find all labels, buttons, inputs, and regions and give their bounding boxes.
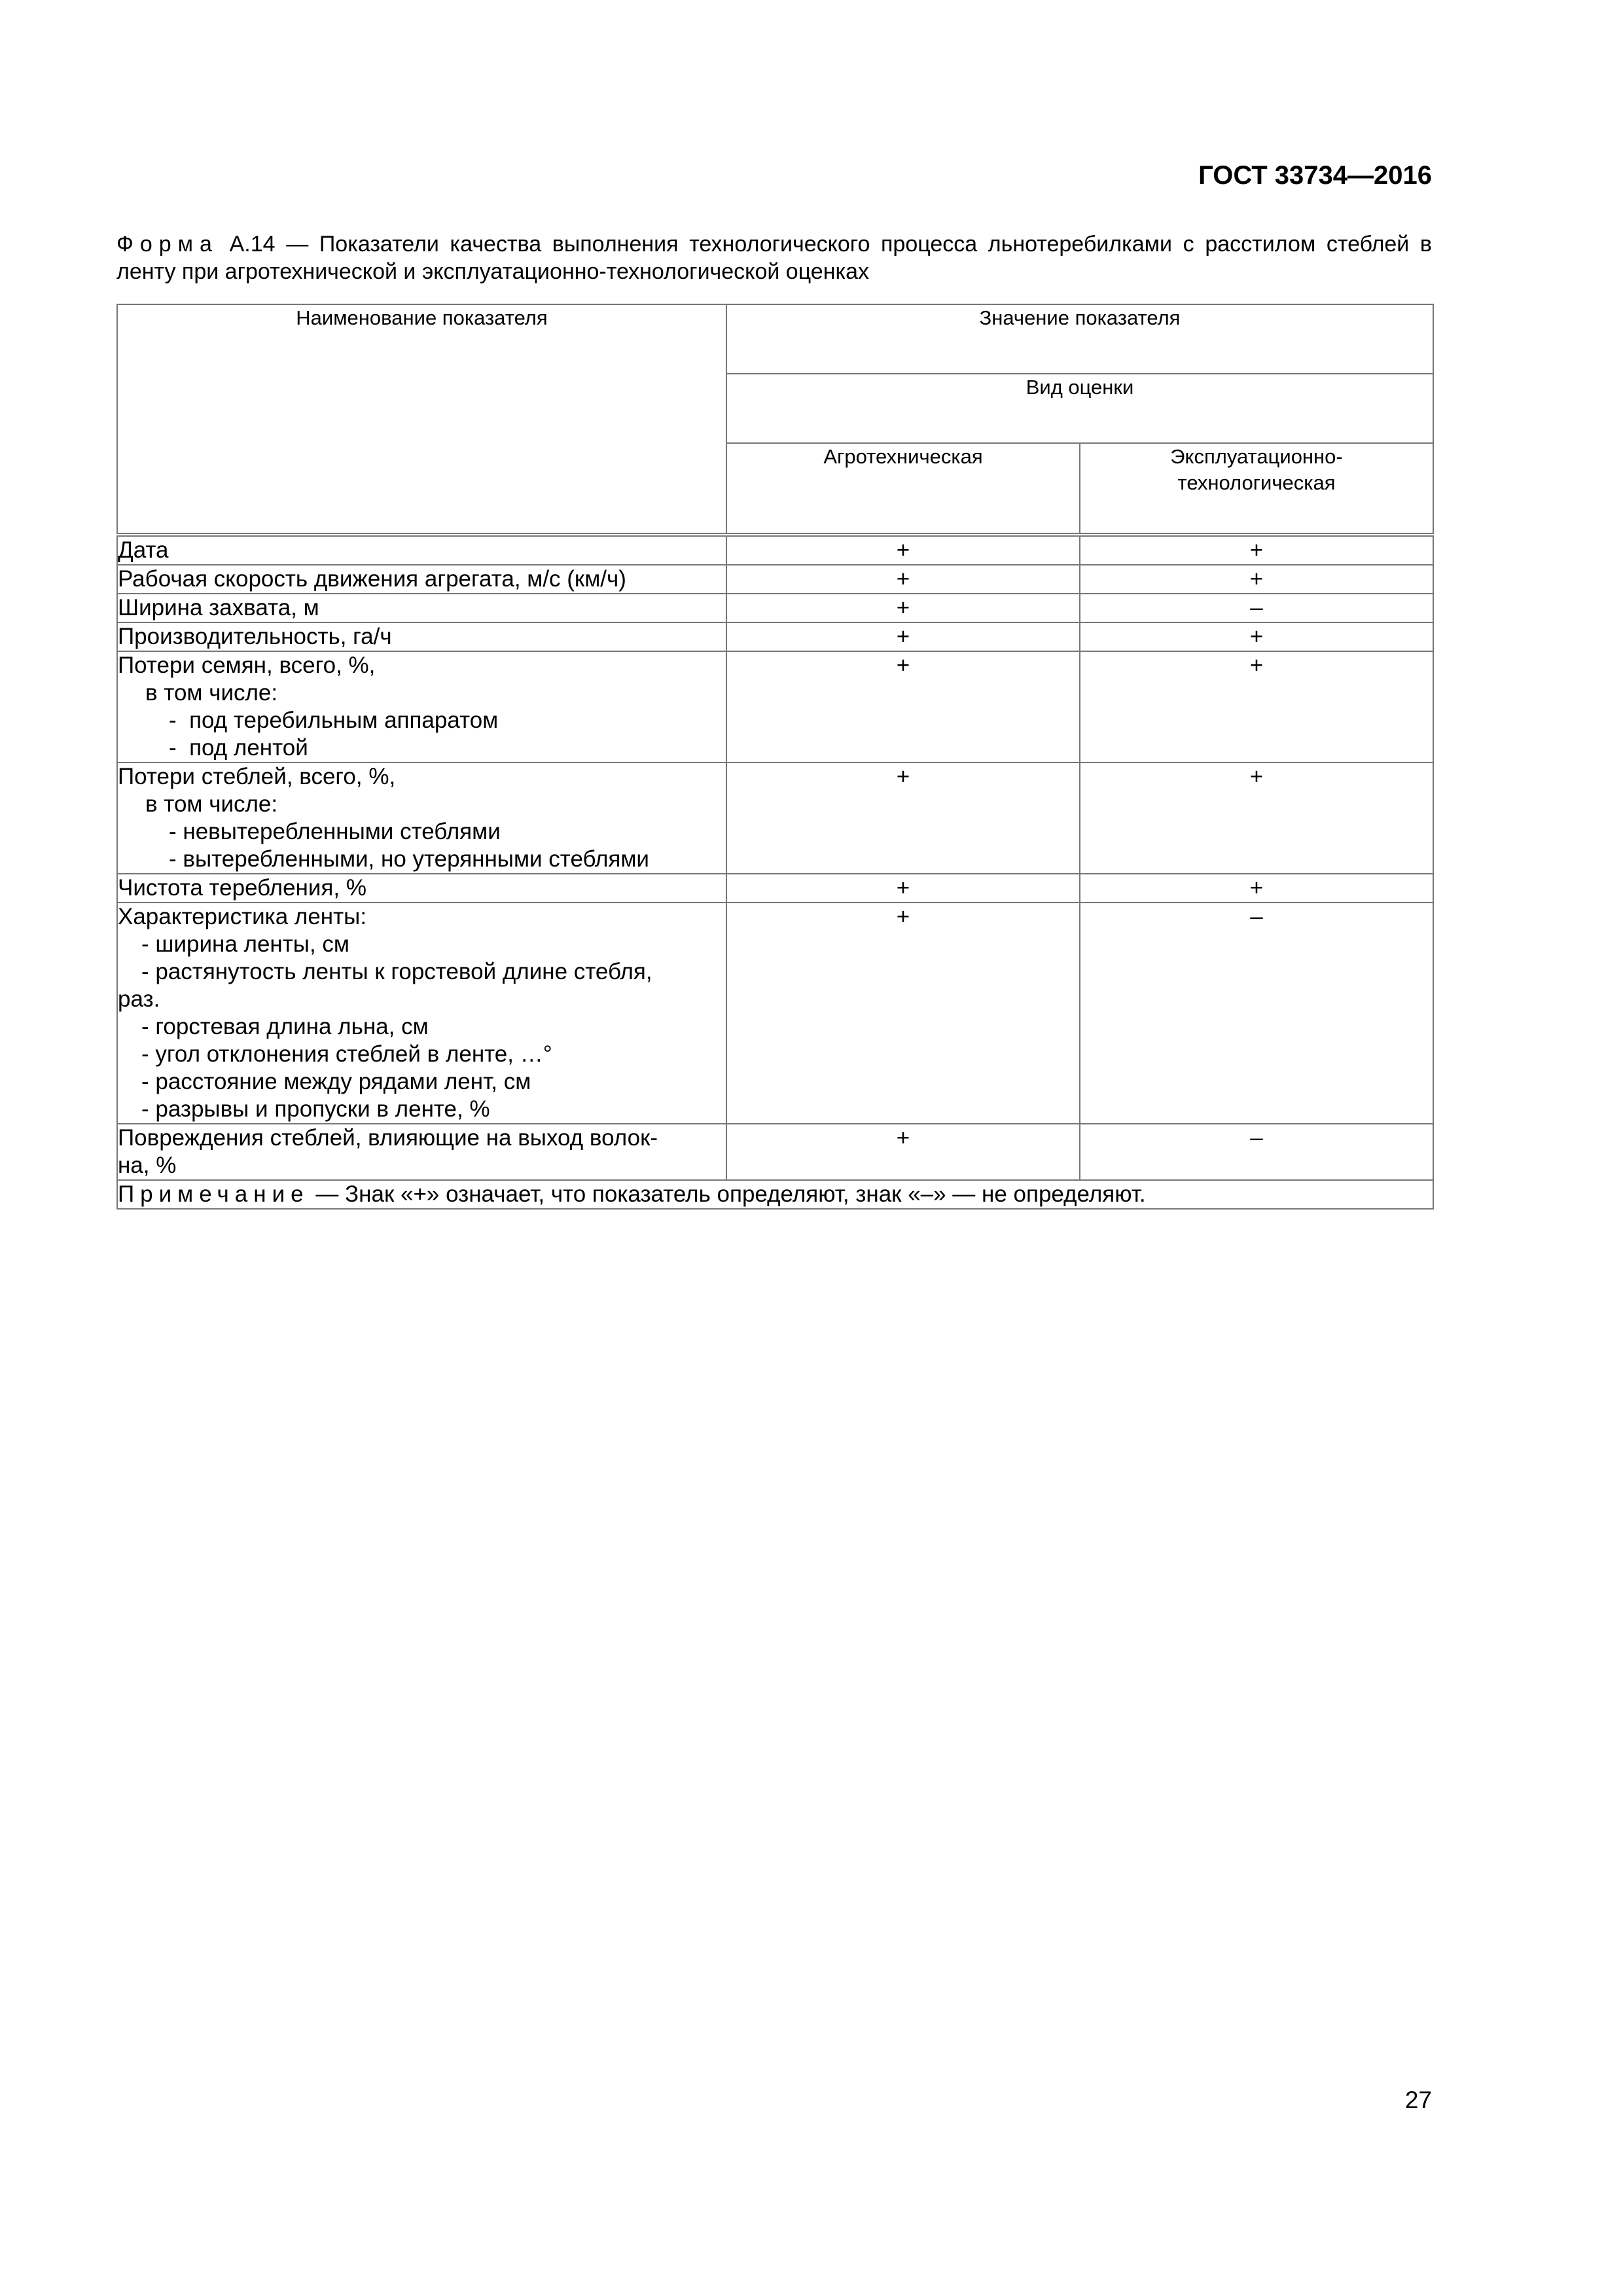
operational-value: – [1080,903,1433,1124]
header-operational-line1: Эксплуатационно- [1170,445,1343,468]
agro-value: + [726,622,1080,651]
indicator-line: - расстояние между рядами лент, см [141,1069,531,1094]
indicator-name [117,535,726,565]
table-row [117,622,1433,651]
note-word: Примечание [118,1181,310,1207]
agro-value: + [726,651,1080,762]
operational-value: – [1080,594,1433,622]
indicator-line: на, % [118,1153,177,1178]
indicators-table [116,304,1434,1210]
indicator-line: Потери семян, всего, %, [118,653,376,678]
header-operational-line2: технологическая [1177,471,1336,494]
table-row [117,651,1433,762]
operational-value: – [1080,1124,1433,1180]
indicator-line: Чистота теребления, % [118,875,366,901]
page-number: 27 [1404,2087,1432,2113]
table-row [117,762,1433,874]
indicator-line: Ширина захвата, м [118,595,319,620]
table-row [117,874,1433,903]
indicator-line: - разрывы и пропуски в ленте, % [141,1096,490,1122]
form-caption-text: А.14 — Показатели качества выполнения технологического процесса льнотеребилками с расстилом стеблей в ленту при агротехнической и эксплуатационно-технологической оценках [116,232,1432,284]
header-indicator-value: Значение показателя [726,304,1433,374]
table-note [117,1180,1433,1209]
indicator-line: - угол отклонения стеблей в ленте, …° [141,1041,552,1067]
indicator-name [117,594,726,622]
indicator-line: - горстевая длина льна, см [141,1014,429,1039]
indicator-name [117,903,726,1124]
table-row [117,535,1433,565]
document-code: ГОСТ 33734—2016 [1198,161,1432,190]
note-text: — Знак «+» означает, что показатель определяют, знак «–» — не определяют. [309,1181,1146,1207]
operational-value: + [1080,651,1433,762]
form-word: Форма [116,232,219,257]
header-operational [1080,443,1433,535]
indicator-name [117,565,726,594]
indicator-line: - под лентой [169,735,308,761]
agro-value: + [726,762,1080,874]
header-agrotechnical: Агротехническая [726,443,1080,535]
agro-value: + [726,1124,1080,1180]
header-evaluation-type: Вид оценки [726,374,1433,443]
operational-value: + [1080,762,1433,874]
indicator-line: - ширина ленты, см [141,931,349,957]
indicator-line: раз. [118,986,160,1012]
agro-value: + [726,565,1080,594]
operational-value: + [1080,565,1433,594]
indicator-line: - под теребильным аппаратом [169,708,499,733]
agro-value: + [726,535,1080,565]
indicator-name [117,874,726,903]
table-row [117,1124,1433,1180]
operational-value: + [1080,874,1433,903]
indicator-name [117,762,726,874]
indicator-line: - растянутость ленты к горстевой длине стебля, [141,959,652,984]
agro-value: + [726,903,1080,1124]
indicator-line: Рабочая скорость движения агрегата, м/с (км/ч) [118,566,626,592]
indicator-line: Повреждения стеблей, влияющие на выход волок- [118,1125,658,1151]
note-row [117,1180,1433,1209]
indicator-line: Потери стеблей, всего, %, [118,764,396,789]
agro-value: + [726,874,1080,903]
table-row [117,903,1433,1124]
indicator-line: в том числе: [145,791,278,817]
indicator-line: - вытеребленными, но утерянными стеблями [169,846,649,872]
operational-value: + [1080,622,1433,651]
indicator-line: Производительность, га/ч [118,624,392,649]
indicator-line: в том числе: [145,680,278,706]
indicator-name [117,651,726,762]
table-row [117,594,1433,622]
header-indicator-name: Наименование показателя [117,304,726,535]
table-row [117,565,1433,594]
indicator-line: Характеристика ленты: [118,904,367,929]
operational-value: + [1080,535,1433,565]
indicator-name [117,622,726,651]
form-caption [116,230,1432,285]
indicator-line: Дата [118,537,169,563]
agro-value: + [726,594,1080,622]
indicator-line: - невытеребленными стеблями [169,819,501,844]
indicator-name [117,1124,726,1180]
